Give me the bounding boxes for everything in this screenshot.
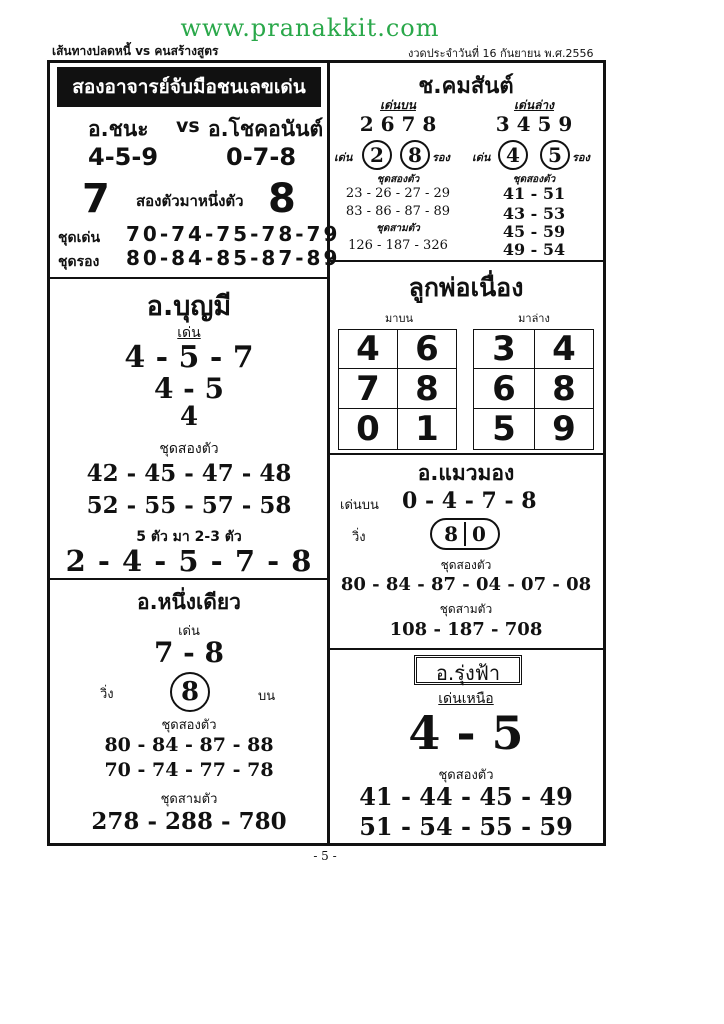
sec2-left-digits: 2 6 7 8 bbox=[359, 112, 437, 136]
sec4-title: ลูกพ่อเนื่อง bbox=[408, 273, 524, 302]
sec2-left-set3-label: ชุดสามตัว bbox=[376, 223, 420, 234]
sec1-name-right: อ.โชคอนันต์ bbox=[208, 117, 324, 141]
sec5-set3-label: ชุดสามตัว bbox=[439, 602, 493, 616]
sec6-set2-label: ชุดสองตัว bbox=[161, 718, 217, 733]
sec2-left-circle-1: 2 bbox=[362, 140, 392, 170]
sec4-left-cell: 0 bbox=[338, 408, 398, 450]
sec6-nums: 7 - 8 bbox=[153, 636, 225, 669]
sec6-set3-label: ชุดสามตัว bbox=[160, 792, 218, 807]
sec1-row1-label: ชุดเด่น bbox=[58, 230, 101, 246]
sec1-num-right: 0-7-8 bbox=[226, 143, 297, 171]
sec4-right-label: มาล่าง bbox=[518, 312, 550, 325]
sec1-row1-nums: 70-74-75-78-79 bbox=[126, 222, 341, 246]
divider-left-1 bbox=[49, 277, 329, 279]
sec1-big-left: 7 bbox=[82, 176, 110, 222]
sec4-left-label: มาบน bbox=[385, 312, 413, 325]
sec2-right-lead-label: เด่น bbox=[472, 151, 491, 164]
sec2-right-pair-3: 45 - 59 bbox=[502, 222, 566, 241]
watermark-url: www.pranakkit.com bbox=[180, 14, 440, 42]
sec2-left-lead-label: เด่น bbox=[334, 151, 353, 164]
sec5-set2: 80 - 84 - 87 - 04 - 07 - 08 bbox=[340, 574, 592, 595]
divider-left-2 bbox=[49, 578, 329, 580]
sec4-right-cell: 8 bbox=[534, 368, 594, 409]
sec6-sub: เด่น bbox=[178, 624, 200, 639]
sec1-num-left: 4-5-9 bbox=[88, 143, 159, 171]
sec2-right-pair-4: 49 - 54 bbox=[502, 240, 566, 259]
header-left-title: เส้นทางปลดหนี้ vs คนสร้างสูตร bbox=[52, 44, 219, 58]
sec7-set1: 41 - 44 - 45 - 49 bbox=[359, 782, 573, 811]
sec3-line2: 4 - 5 bbox=[153, 372, 225, 405]
sec6-run-label: วิ่ง bbox=[100, 687, 114, 702]
sec4-right-cell: 5 bbox=[473, 408, 535, 450]
sec2-right-sub: เด่นล่าง bbox=[513, 98, 555, 112]
sec2-right-circle-1: 4 bbox=[498, 140, 528, 170]
sec2-left-set2: 83 - 86 - 87 - 89 bbox=[345, 204, 451, 219]
header-draw-date: งวดประจำวันที่ 16 กันยายน พ.ศ.2556 bbox=[408, 47, 594, 60]
sec2-title: ช.คมสันต์ bbox=[418, 74, 514, 99]
sec5-top-label: เด่นบน bbox=[340, 498, 379, 513]
sec3-set2: 52 - 55 - 57 - 58 bbox=[86, 492, 292, 519]
divider-right-2 bbox=[329, 453, 604, 455]
sec3-title: อ.บุญมี bbox=[146, 291, 232, 322]
sec2-left-sub: เด่นบน bbox=[380, 98, 416, 112]
sec2-right-pair-1: 41 - 51 bbox=[502, 184, 566, 203]
sec5-run-label: วิ่ง bbox=[352, 530, 366, 545]
sec3-line1: 4 - 5 - 7 bbox=[124, 340, 254, 375]
sec4-right-cell: 3 bbox=[473, 329, 535, 369]
sec7-title: อ.รุ่งฟ้า bbox=[414, 655, 522, 685]
sec1-row2-nums: 80-84-85-87-89 bbox=[126, 246, 341, 270]
sec5-run-divider bbox=[464, 522, 466, 546]
sec5-run-2: 0 bbox=[472, 522, 486, 546]
sec4-right-cell: 6 bbox=[473, 368, 535, 409]
sec4-left-cell: 7 bbox=[338, 368, 398, 409]
sec3-big: 2 - 4 - 5 - 7 - 8 bbox=[65, 544, 313, 578]
sec6-set2a: 80 - 84 - 87 - 88 bbox=[104, 734, 274, 756]
sec2-right-second-label: รอง bbox=[572, 151, 590, 164]
divider-right-3 bbox=[329, 648, 604, 650]
divider-right-1 bbox=[329, 260, 604, 262]
sec1-mid-label: สองตัวมาหนึ่งตัว bbox=[136, 192, 244, 210]
sec4-left-cell: 6 bbox=[397, 329, 457, 369]
sec6-set3: 278 - 288 - 780 bbox=[91, 808, 287, 835]
sec3-set-label: ชุดสองตัว bbox=[159, 441, 219, 457]
sec4-right-cell: 9 bbox=[534, 408, 594, 450]
sec6-title: อ.หนึ่งเดียว bbox=[137, 590, 241, 614]
sec7-set-label: ชุดสองตัว bbox=[438, 768, 494, 783]
sec5-title: อ.แมวมอง bbox=[417, 461, 515, 485]
sec4-right-cell: 4 bbox=[534, 329, 594, 369]
sec5-run-1: 8 bbox=[444, 522, 458, 546]
sec5-set2-label: ชุดสองตัว bbox=[440, 558, 492, 572]
sec2-left-set1: 23 - 26 - 27 - 29 bbox=[345, 186, 451, 201]
sec7-big: 4 - 5 bbox=[408, 706, 524, 760]
sec1-name-left: อ.ชนะ bbox=[88, 117, 149, 141]
sec5-set3: 108 - 187 - 708 bbox=[389, 619, 543, 640]
sec4-left-cell: 8 bbox=[397, 368, 457, 409]
sec1-big-right: 8 bbox=[268, 176, 296, 222]
sec2-left-set-label: ชุดสองตัว bbox=[376, 174, 420, 185]
page-number: - 5 - bbox=[313, 849, 337, 863]
sec6-run-circle: 8 bbox=[170, 672, 210, 712]
sec1-vs: vs bbox=[176, 115, 200, 137]
sec6-set2b: 70 - 74 - 77 - 78 bbox=[104, 759, 274, 781]
sec4-left-cell: 1 bbox=[397, 408, 457, 450]
sec3-sub: เด่น bbox=[177, 325, 201, 341]
sec2-left-set3: 126 - 187 - 326 bbox=[348, 238, 448, 253]
sec5-run-badge bbox=[430, 518, 500, 550]
sec6-run-pos: บน bbox=[258, 689, 276, 704]
sec2-right-circle-2: 5 bbox=[540, 140, 570, 170]
sec2-left-circle-2: 8 bbox=[400, 140, 430, 170]
sec3-note: 5 ตัว มา 2-3 ตัว bbox=[136, 529, 242, 545]
sec2-right-digits: 3 4 5 9 bbox=[495, 112, 573, 136]
sec3-set1: 42 - 45 - 47 - 48 bbox=[86, 460, 292, 487]
sec2-right-pair-2: 43 - 53 bbox=[502, 204, 566, 223]
sec1-row2-label: ชุดรอง bbox=[58, 254, 100, 270]
sec4-left-cell: 4 bbox=[338, 329, 398, 369]
sec7-sub: เด่นเหนือ bbox=[438, 691, 494, 707]
sec2-right-set-label: ชุดสองตัว bbox=[512, 174, 556, 185]
sec5-top-nums: 0 - 4 - 7 - 8 bbox=[402, 488, 537, 514]
sec7-set2: 51 - 54 - 55 - 59 bbox=[359, 812, 573, 841]
sec3-line3: 4 bbox=[179, 402, 199, 432]
sec1-banner: สองอาจารย์จับมือชนเลขเด่น bbox=[57, 67, 321, 107]
sec2-left-second-label: รอง bbox=[432, 151, 450, 164]
